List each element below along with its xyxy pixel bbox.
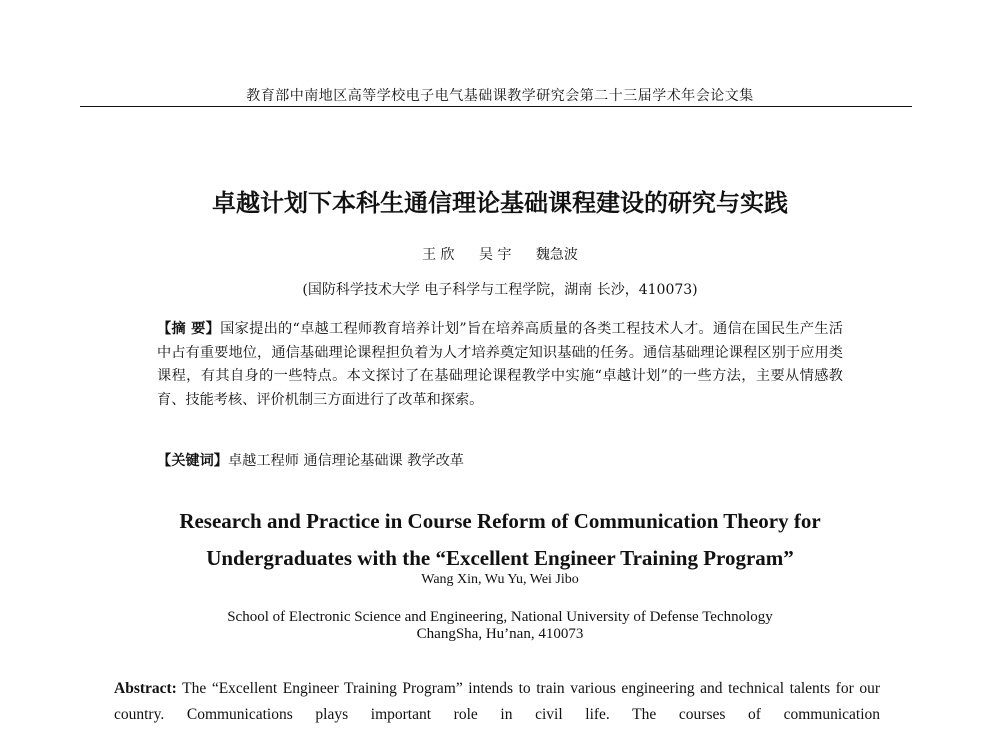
abstract-cn (157, 318, 843, 412)
abstract-label-cn: 【摘 要】 (157, 321, 221, 337)
abstract-text-en: The “Excellent Engineer Training Program” intends to train various engineering and technical talents for our country. Communications plays important role in civil life. The courses of communication (114, 680, 880, 723)
abstract-text-cn: 国家提出的“卓越工程师教育培养计划”旨在培养高质量的各类工程技术人才。通信在国民生产生活中占有重要地位，通信基础理论课程担负着为人才培养奠定知识基础的任务。通信基础理论课程区别于应用类课程，有其自身的一些特点。本文探讨了在基础理论课程教学中实施“卓越计划”的一些方法，主要从情感教育、技能考核、评价机制三方面进行了改革和探索。 (157, 321, 843, 408)
paper-title-en-line2: Undergraduates with the “Excellent Engineer Training Program” (206, 546, 794, 570)
keywords-cn (157, 450, 843, 472)
authors-en: Wang Xin, Wu Yu, Wei Jibo (421, 572, 579, 587)
affiliation-cn: (国防科学技术大学 电子科学与工程学院，湖南 长沙，410073) (302, 282, 698, 298)
author-cn-2: 吴 宇 (479, 247, 512, 263)
affiliation-en-line2: ChangSha, Hu’nan, 410073 (416, 626, 584, 642)
author-cn-3: 魏急波 (535, 247, 578, 263)
header-rule (80, 106, 912, 107)
affiliation-en (0, 609, 1000, 643)
running-header: 教育部中南地区高等学校电子电气基础课教学研究会第二十三届学术年会论文集 (246, 88, 754, 104)
author-cn-1: 王 欣 (422, 247, 455, 263)
affiliation-en-line1: School of Electronic Science and Engineering, National University of Defense Technology (227, 609, 773, 625)
paper-title-en-line1: Research and Practice in Course Reform of Communication Theory for (179, 509, 821, 533)
abstract-label-en: Abstract: (114, 680, 177, 697)
paper-title-cn: 卓越计划下本科生通信理论基础课程建设的研究与实践 (212, 189, 788, 217)
keywords-label-cn: 【关键词】 (157, 453, 228, 469)
keywords-text-cn: 卓越工程师 通信理论基础课 教学改革 (227, 453, 464, 469)
abstract-en (114, 676, 880, 728)
authors-cn (0, 244, 1000, 264)
